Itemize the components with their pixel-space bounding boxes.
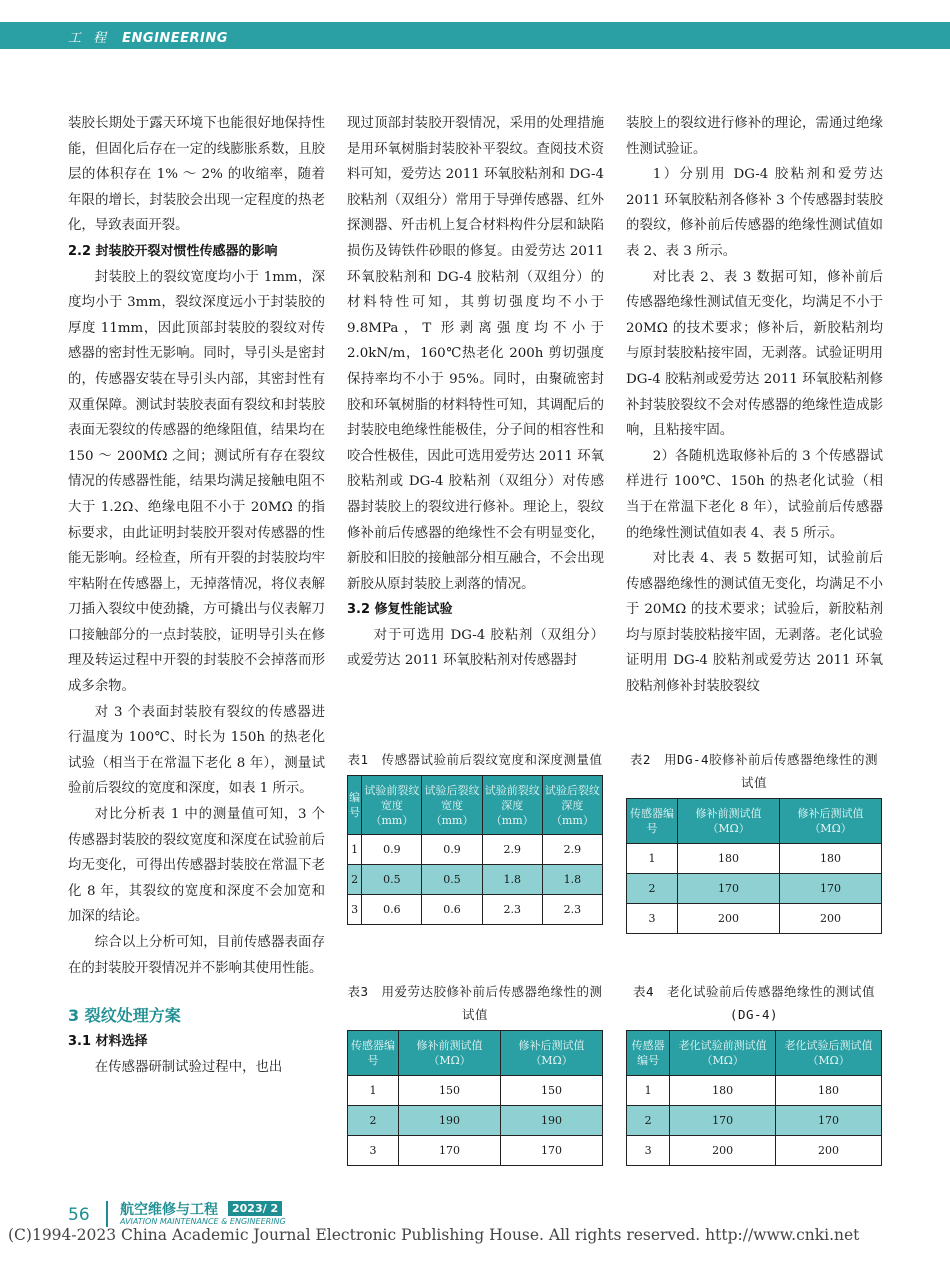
table-row	[348, 835, 603, 865]
table-cell: 170	[678, 874, 780, 904]
text-column-3	[626, 111, 883, 700]
table-cell: 200	[780, 904, 882, 934]
table-cell: 1	[627, 1076, 670, 1106]
table-cell: 2.3	[482, 895, 542, 925]
table-cell: 190	[399, 1106, 501, 1136]
section-label-cn: 工 程	[68, 31, 111, 46]
table-3	[347, 980, 603, 1166]
table-cell: 1	[348, 1076, 399, 1106]
column-header: 修补前测试值（MΩ）	[678, 799, 780, 844]
table-cell: 190	[501, 1106, 603, 1136]
column-header: 传感器编号	[348, 1031, 399, 1076]
paragraph: 对比分析表 1 中的测量值可知，3 个传感器封装胶的裂纹宽度和深度在试验前后均无变化，可得出传感器封装胶在常温下老化 8 年，其裂纹的宽度和深度不会加宽和加深的结论。	[68, 807, 325, 925]
paragraph: 综合以上分析可知，目前传感器表面存在的封装胶开裂情况并不影响其使用性能。	[68, 935, 325, 976]
table-4-grid	[626, 1030, 882, 1166]
table-cell: 170	[501, 1136, 603, 1166]
table-2-grid	[626, 798, 882, 934]
table-cell: 2	[348, 865, 362, 895]
table-cell: 0.5	[362, 865, 422, 895]
table-cell: 3	[348, 895, 362, 925]
journal-issue: 2023/ 2	[228, 1201, 282, 1216]
table-row	[348, 895, 603, 925]
column-header: 修补后测试值（MΩ）	[780, 799, 882, 844]
table-cell: 3	[627, 1136, 670, 1166]
paragraph: 装胶长期处于露天环境下也能很好地保持性能，但固化后存在一定的线膨胀系数，且胶层的体积存在 1% ～ 2% 的收缩率，随着年限的增长，封装胶会出现一定程度的热老化，导致表面开裂。	[68, 116, 325, 234]
column-header: 老化试验后测试值（MΩ）	[776, 1031, 882, 1076]
table-row	[348, 1076, 603, 1106]
table-4-caption: 表4 老化试验前后传感器绝缘性的测试值(DG-4)	[632, 984, 876, 1022]
table-row	[627, 1076, 882, 1106]
section-heading: 3 裂纹处理方案	[68, 1006, 181, 1026]
table-cell: 2.3	[542, 895, 602, 925]
table-cell: 3	[348, 1136, 399, 1166]
paragraph: 对于可选用 DG-4 胶粘剂（双组分）或爱劳达 2011 环氧胶粘剂对传感器封	[347, 627, 604, 669]
table-cell: 1	[627, 844, 678, 874]
table-cell: 170	[670, 1106, 776, 1136]
table-cell: 0.9	[422, 835, 482, 865]
section-heading: 3.2 修复性能试验	[347, 602, 453, 618]
table-cell: 0.9	[362, 835, 422, 865]
table-cell: 2.9	[542, 835, 602, 865]
table-row	[348, 865, 603, 895]
table-cell: 0.6	[362, 895, 422, 925]
table-cell: 1	[348, 835, 362, 865]
table-2	[626, 748, 882, 934]
paragraph: 1）分别用 DG-4 胶粘剂和爱劳达 2011 环氧胶粘剂各修补 3 个传感器封装胶的裂纹，修补前后传感器的绝缘性测试值如表 2、表 3 所示。	[626, 167, 883, 259]
section-heading: 3.1 材料选择	[68, 1034, 148, 1050]
table-row	[348, 1106, 603, 1136]
column-header: 试验后裂纹深度（mm）	[542, 776, 602, 835]
section-header	[68, 27, 228, 46]
text-column-2	[347, 111, 604, 674]
table-cell: 2.9	[482, 835, 542, 865]
journal-title: 航空维修与工程	[120, 1202, 218, 1218]
copyright-notice: (C)1994-2023 China Academic Journal Electronic Publishing House. All rights reserved. http://www.cnki.net	[8, 1226, 860, 1244]
table-cell: 170	[399, 1136, 501, 1166]
table-cell: 180	[776, 1076, 882, 1106]
paragraph: 装胶上的裂纹进行修补的理论，需通过绝缘性测试验证。	[626, 116, 883, 157]
table-1-grid	[347, 775, 603, 925]
table-cell: 200	[776, 1136, 882, 1166]
paragraph: 对比表 2、表 3 数据可知，修补前后传感器绝缘性测试值无变化，均满足不小于 20MΩ 的技术要求；修补后，新胶粘剂均与原封装胶粘接牢固，无剥落。试验证明用 DG-4 胶粘剂或爱劳达 2011 环氧胶粘剂修补封装胶裂纹不会对传感器的绝缘性造成影响，且粘接牢固。	[626, 269, 883, 439]
paragraph: 2）各随机选取修补后的 3 个传感器试样进行 100℃、150h 的热老化试验（相当于在常温下老化 8 年），试验前后传感器的绝缘性测试值如表 4、表 5 所示。	[626, 448, 883, 541]
table-cell: 150	[399, 1076, 501, 1106]
journal-title-en: AVIATION MAINTENANCE & ENGINEERING	[120, 1217, 286, 1226]
table-1	[347, 748, 603, 925]
table-row	[627, 904, 882, 934]
table-4	[626, 980, 882, 1166]
column-header: 老化试验前测试值（MΩ）	[670, 1031, 776, 1076]
table-cell: 180	[780, 844, 882, 874]
table-row	[627, 874, 882, 904]
table-cell: 180	[670, 1076, 776, 1106]
table-1-caption: 表1 传感器试验前后裂纹宽度和深度测量值	[347, 752, 603, 767]
column-header: 修补前测试值（MΩ）	[399, 1031, 501, 1076]
table-row	[627, 1106, 882, 1136]
section-label-en: ENGINEERING	[122, 31, 228, 46]
page-number: 56	[68, 1205, 90, 1225]
table-cell: 2	[348, 1106, 399, 1136]
table-2-caption: 表2 用DG-4胶修补前后传感器绝缘性的测试值	[629, 752, 879, 790]
column-header: 修补后测试值（MΩ）	[501, 1031, 603, 1076]
table-cell: 1.8	[542, 865, 602, 895]
paragraph: 对比表 4、表 5 数据可知，试验前后传感器绝缘性的测试值无变化，均满足不小于 20MΩ 的技术要求；试验后，新胶粘剂均与原封装胶粘接牢固，无剥落。老化试验证明用 DG-4 胶粘剂或爱劳达 2011 环氧胶粘剂修补封装胶裂纹	[626, 551, 883, 695]
section-heading: 2.2 封装胶开裂对惯性传感器的影响	[68, 243, 278, 259]
table-3-grid	[347, 1030, 603, 1166]
table-cell: 170	[776, 1106, 882, 1136]
table-cell: 200	[678, 904, 780, 934]
table-cell: 1.8	[482, 865, 542, 895]
table-cell: 180	[678, 844, 780, 874]
paragraph: 现过顶部封装胶开裂情况，采用的处理措施是用环氧树脂封装胶补平裂纹。查阅技术资料可知，爱劳达 2011 环氧胶粘剂和 DG-4 胶粘剂（双组分）常用于导弹传感器、红外探测器、歼击机上复合材料构件分层和缺陷损伤及铸铁件砂眼的修复。由爱劳达 2011 环氧胶粘剂和 DG-4 胶粘剂（双组分）的材料特性可知，其剪切强度均不小于 9.8MPa，T 形剥离强度均不小于 2.0kN/m，160℃热老化 200h 剪切强度保持率均不小于 95%。同时，由聚硫密封胶和环氧树脂的材料特性可知，其调配后的封装胶电绝缘性能极佳，分子间的相容性和咬合性极佳，因此可选用爱劳达 2011 环氧胶粘剂或 DG-4 胶粘剂（双组分）对传感器封装胶上的裂纹进行修补。理论上，裂纹修补前后传感器的绝缘性不会有明显变化，新胶和旧胶的接触部分相互融合，不会出现新胶从原封装胶上剥落的情况。	[347, 116, 604, 592]
column-header: 试验前裂纹深度（mm）	[482, 776, 542, 835]
table-cell: 2	[627, 874, 678, 904]
column-header: 试验后裂纹宽度（mm）	[422, 776, 482, 835]
table-row	[627, 844, 882, 874]
table-cell: 170	[780, 874, 882, 904]
paragraph: 封装胶上的裂纹宽度均小于 1mm，深度均小于 3mm，裂纹深度远小于封装胶的厚度 11mm，因此顶部封装胶的裂纹对传感器的密封性无影响。同时，导引头是密封的，传感器安装在导引头内部，其密封性有双重保障。测试封装胶表面有裂纹和封装胶表面无裂纹的传感器的绝缘阻值，结果均在 150 ～ 200MΩ 之间；测试所有存在裂纹情况的传感器性能，结果均满足接触电阻不大于 1.2Ω、绝缘电阻不小于 20MΩ 的指标要求，由此证明封装胶开裂对传感器的性能无影响。经检查，所有开裂的封装胶均牢牢粘附在传感器上，无掉落情况，将仪表解刀插入裂纹中使劲撬，方可撬出与仪表解刀口接触部分的一点封装胶，证明导引头在修理及转运过程中开裂的封装胶不会掉落而形成多余物。	[68, 269, 325, 695]
table-cell: 150	[501, 1076, 603, 1106]
table-cell: 3	[627, 904, 678, 934]
table-3-caption: 表3 用爱劳达胶修补前后传感器绝缘性的测试值	[347, 984, 603, 1022]
column-header: 传感器编号	[627, 1031, 670, 1076]
table-cell: 200	[670, 1136, 776, 1166]
table-cell: 0.5	[422, 865, 482, 895]
column-header: 试验前裂纹宽度（mm）	[362, 776, 422, 835]
table-row	[627, 1136, 882, 1166]
table-cell: 0.6	[422, 895, 482, 925]
paragraph: 对 3 个表面封装胶有裂纹的传感器进行温度为 100℃、时长为 150h 的热老化试验（相当于在常温下老化 8 年），测量试验前后裂纹的宽度和深度，如表 1 所示。	[68, 704, 325, 797]
column-header: 传感器编号	[627, 799, 678, 844]
footer-divider	[106, 1201, 108, 1227]
column-header: 编号	[348, 776, 362, 835]
text-column-1	[68, 111, 325, 1080]
table-cell: 2	[627, 1106, 670, 1136]
paragraph: 在传感器研制试验过程中，也出	[94, 1059, 283, 1075]
table-row	[348, 1136, 603, 1166]
